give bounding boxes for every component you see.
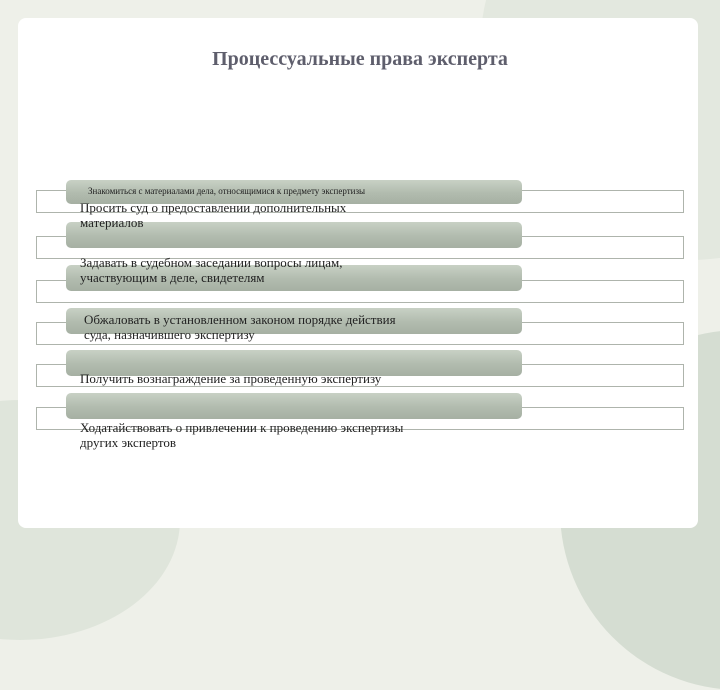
item-line: других экспертов (80, 435, 177, 450)
item-pill (66, 393, 522, 419)
item-line: Обжаловать в установленном законом порядке действия (84, 312, 396, 327)
item-line: Просить суд о предоставлении дополнительных (80, 200, 347, 215)
item-line: Получить вознаграждение за проведенную экспертизу (80, 371, 382, 386)
item-line: суда, назначившего экспертизу (84, 327, 255, 342)
item-text-5 (80, 371, 381, 386)
slide-title: Процессуальные права эксперта (212, 48, 508, 70)
item-text-3 (80, 255, 342, 285)
item-line: Знакомиться с материалами дела, относящимися к предмету экспертизы (88, 186, 366, 196)
item-text-6 (80, 420, 403, 450)
item-text-1 (88, 186, 365, 197)
item-line: участвующим в деле, свидетелям (80, 270, 265, 285)
item-line: материалов (80, 215, 144, 230)
item-line: Ходатайствовать о привлечении к проведению экспертизы (80, 420, 404, 435)
item-text-4 (84, 312, 396, 342)
item-line: Задавать в судебном заседании вопросы лицам, (80, 255, 343, 270)
item-text-2 (80, 200, 346, 230)
